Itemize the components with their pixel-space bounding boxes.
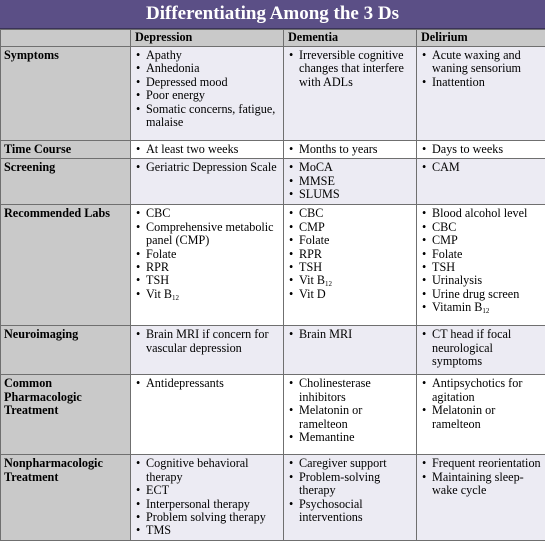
table-row: [1, 47, 545, 141]
list-item: • At least two weeks: [134, 143, 280, 156]
list-item: • Antipsychotics for agitation: [420, 377, 542, 404]
bullet-list: [287, 161, 413, 201]
row-label: Recommended Labs: [1, 205, 131, 326]
list-item: • TSH: [420, 261, 542, 274]
list-item: • TSH: [287, 261, 413, 274]
row-label: Common Pharmacologic Treatment: [1, 375, 131, 455]
list-item: • CT head if focal neurological symptoms: [420, 328, 542, 368]
table-row: [1, 455, 545, 540]
cell-depression: [131, 159, 284, 205]
list-item: • Vitamin $B_{12}$: [420, 301, 542, 314]
cell-depression: [131, 47, 284, 141]
bullet-list: [134, 207, 280, 301]
cell-depression: [131, 326, 284, 375]
header-dementia: Dementia: [284, 30, 417, 47]
bullet-list: [420, 143, 542, 156]
row-label: Time Course: [1, 141, 131, 159]
row-label: Symptoms: [1, 47, 131, 141]
list-item: • Caregiver support: [287, 457, 413, 470]
list-item: • Maintaining sleep-wake cycle: [420, 471, 542, 498]
cell-delirium: [417, 375, 545, 455]
cell-delirium: [417, 141, 545, 159]
cell-depression: [131, 455, 284, 540]
list-item: • Months to years: [287, 143, 413, 156]
bullet-list: [134, 377, 280, 390]
bullet-list: [287, 457, 413, 524]
cell-depression: [131, 375, 284, 455]
bullet-list: [420, 49, 542, 89]
bullet-list: [287, 143, 413, 156]
bullet-list: [420, 207, 542, 314]
bullet-list: [420, 328, 542, 368]
bullet-list: [134, 161, 280, 174]
bullet-list: [420, 377, 542, 431]
cell-delirium: [417, 47, 545, 141]
bullet-list: [287, 207, 413, 301]
cell-delirium: [417, 159, 545, 205]
list-item: • Vit $B_{12}$: [134, 288, 280, 301]
list-item: • Folate: [134, 248, 280, 261]
list-item: • Vit D: [287, 288, 413, 301]
cell-depression: [131, 205, 284, 326]
list-item: • Memantine: [287, 431, 413, 444]
list-item: • CBC: [420, 221, 542, 234]
table-row: [1, 159, 545, 205]
bullet-list: [134, 328, 280, 355]
list-item: • MMSE: [287, 175, 413, 188]
header-corner: [1, 30, 131, 47]
list-item: • Anhedonia: [134, 62, 280, 75]
table-row: [1, 375, 545, 455]
cell-delirium: [417, 455, 545, 540]
list-item: • Apathy: [134, 49, 280, 62]
cell-delirium: [417, 205, 545, 326]
bullet-list: [287, 377, 413, 444]
list-item: • SLUMS: [287, 188, 413, 201]
list-item: • Urine drug screen: [420, 288, 542, 301]
list-item: • CBC: [287, 207, 413, 220]
row-label: Nonpharmacologic Treatment: [1, 455, 131, 540]
list-item: • Folate: [287, 234, 413, 247]
table-title: Differentiating Among the 3 Ds: [0, 0, 545, 29]
list-item: • RPR: [287, 248, 413, 261]
bullet-list: [287, 49, 413, 89]
row-label: Neuroimaging: [1, 326, 131, 375]
cell-dementia: [284, 47, 417, 141]
bullet-list: [134, 143, 280, 156]
list-item: • Comprehensive metabolic panel (CMP): [134, 221, 280, 248]
list-item: • CBC: [134, 207, 280, 220]
list-item: • Cholinesterase inhibitors: [287, 377, 413, 404]
table-row: [1, 205, 545, 326]
list-item: • Problem solving therapy: [134, 511, 280, 524]
list-item: • MoCA: [287, 161, 413, 174]
list-item: • Depressed mood: [134, 76, 280, 89]
table-row: [1, 326, 545, 375]
list-item: • RPR: [134, 261, 280, 274]
list-item: • Cognitive behavioral therapy: [134, 457, 280, 484]
list-item: • Brain MRI if concern for vascular depression: [134, 328, 280, 355]
cell-depression: [131, 141, 284, 159]
bullet-list: [420, 457, 542, 497]
cell-dementia: [284, 159, 417, 205]
list-item: • Vit $B_{12}$: [287, 274, 413, 287]
list-item: • Psychosocial interventions: [287, 498, 413, 525]
header-row: [1, 30, 545, 47]
list-item: • Geriatric Depression Scale: [134, 161, 280, 174]
list-item: • CAM: [420, 161, 542, 174]
list-item: • Somatic concerns, fatigue, malaise: [134, 103, 280, 130]
table-body: [1, 47, 545, 541]
bullet-list: [287, 328, 413, 341]
list-item: • Days to weeks: [420, 143, 542, 156]
cell-dementia: [284, 455, 417, 540]
cell-dementia: [284, 141, 417, 159]
list-item: • Poor energy: [134, 89, 280, 102]
table-row: [1, 141, 545, 159]
comparison-table: [0, 29, 545, 541]
cell-dementia: [284, 326, 417, 375]
list-item: • Problem-solving therapy: [287, 471, 413, 498]
row-label: Screening: [1, 159, 131, 205]
list-item: • Folate: [420, 248, 542, 261]
list-item: • Urinalysis: [420, 274, 542, 287]
header-delirium: Delirium: [417, 30, 545, 47]
list-item: • TSH: [134, 274, 280, 287]
bullet-list: [420, 161, 542, 174]
list-item: • ECT: [134, 484, 280, 497]
list-item: • Antidepressants: [134, 377, 280, 390]
list-item: • CMP: [287, 221, 413, 234]
header-depression: Depression: [131, 30, 284, 47]
list-item: • Interpersonal therapy: [134, 498, 280, 511]
list-item: • Blood alcohol level: [420, 207, 542, 220]
list-item: • Melatonin or ramelteon: [287, 404, 413, 431]
cell-dementia: [284, 205, 417, 326]
list-item: • Melatonin or ramelteon: [420, 404, 542, 431]
list-item: • Acute waxing and waning sensorium: [420, 49, 542, 76]
list-item: • Inattention: [420, 76, 542, 89]
list-item: • TMS: [134, 524, 280, 537]
list-item: • Irreversible cognitive changes that interfere with ADLs: [287, 49, 413, 89]
cell-delirium: [417, 326, 545, 375]
bullet-list: [134, 49, 280, 129]
list-item: • CMP: [420, 234, 542, 247]
list-item: • Brain MRI: [287, 328, 413, 341]
list-item: • Frequent reorientation: [420, 457, 542, 470]
cell-dementia: [284, 375, 417, 455]
bullet-list: [134, 457, 280, 537]
